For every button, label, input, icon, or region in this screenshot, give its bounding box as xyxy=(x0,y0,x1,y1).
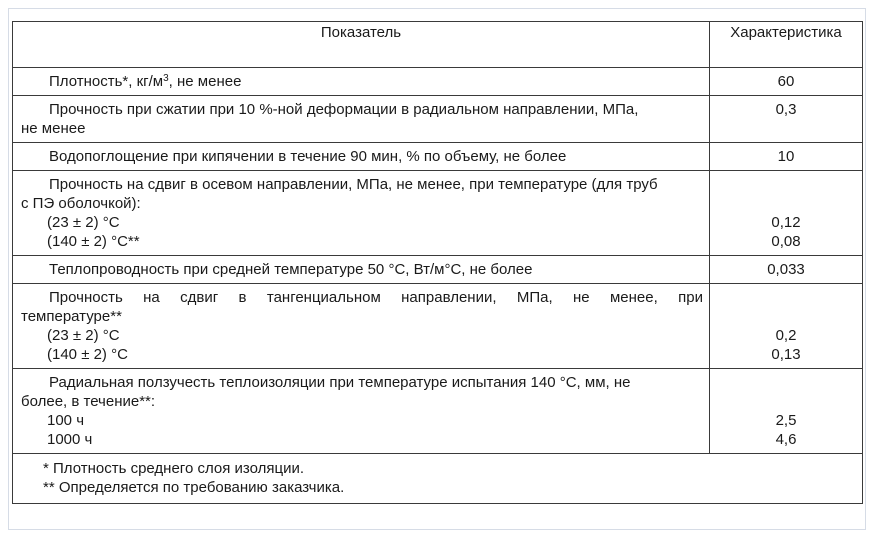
superscript: 3 xyxy=(163,73,169,84)
value-1: 2,5 xyxy=(775,412,797,429)
parameter-text: Прочность при сжатии при 10 %-ной деформации в радиальном направлении, МПа, xyxy=(49,101,639,118)
table-row xyxy=(13,96,863,143)
parameter-text: Плотность*, кг/м xyxy=(49,73,164,90)
parameter-cell xyxy=(13,369,710,454)
value-cell xyxy=(710,256,863,284)
parameter-text: Теплопроводность при средней температуре 50 °С, Вт/м°С, не более xyxy=(49,261,533,278)
value-2: 0,08 xyxy=(771,233,801,250)
parameter-text-continued: не менее xyxy=(21,120,86,137)
header-parameter: Показатель xyxy=(13,22,710,68)
parameter-text: Радиальная ползучесть теплоизоляции при температуре испытания 140 °С, мм, не xyxy=(49,374,631,391)
footnote-2: ** Определяется по требованию заказчика. xyxy=(43,479,345,496)
value-cell xyxy=(710,96,863,143)
value-text: 10 xyxy=(777,148,795,165)
parameter-text: Прочность на сдвиг в тангенциальном направлении, МПа, не менее, при xyxy=(49,289,703,306)
value-2: 4,6 xyxy=(775,431,797,448)
condition-1: 100 ч xyxy=(47,412,85,429)
specification-table xyxy=(12,21,863,504)
value-text: 60 xyxy=(777,73,795,90)
table-row xyxy=(13,171,863,256)
parameter-text-continued: с ПЭ оболочкой): xyxy=(21,195,141,212)
condition-2: 1000 ч xyxy=(47,431,93,448)
parameter-text: Прочность на сдвиг в осевом направлении, МПа, не менее, при температуре (для труб xyxy=(49,176,658,193)
footnotes-cell xyxy=(13,454,863,504)
parameter-cell xyxy=(13,256,710,284)
value-2: 0,13 xyxy=(771,346,801,363)
condition-2: (140 ± 2) °С xyxy=(47,346,128,363)
value-cell xyxy=(710,369,863,454)
value-cell xyxy=(710,143,863,171)
table-row xyxy=(13,369,863,454)
value-cell xyxy=(710,284,863,369)
footnotes-row xyxy=(13,454,863,504)
table-row xyxy=(13,284,863,369)
table-row xyxy=(13,68,863,96)
footnote-1: * Плотность среднего слоя изоляции. xyxy=(43,460,304,477)
value-cell xyxy=(710,171,863,256)
value-1: 0,12 xyxy=(771,214,801,231)
parameter-text-tail: , не менее xyxy=(168,73,242,90)
table-row xyxy=(13,256,863,284)
condition-1: (23 ± 2) °С xyxy=(47,327,120,344)
parameter-text-continued: более, в течение**: xyxy=(21,393,156,410)
value-cell xyxy=(710,68,863,96)
table-row xyxy=(13,143,863,171)
parameter-cell xyxy=(13,143,710,171)
parameter-text-continued: температуре** xyxy=(21,308,122,325)
header-characteristic: Характеристика xyxy=(710,22,863,68)
parameter-cell xyxy=(13,284,710,369)
parameter-text: Водопоглощение при кипячении в течение 90 мин, % по объему, не более xyxy=(49,148,567,165)
parameter-cell xyxy=(13,96,710,143)
value-text: 0,033 xyxy=(767,261,805,278)
parameter-cell xyxy=(13,171,710,256)
parameter-cell xyxy=(13,68,710,96)
value-text: 0,3 xyxy=(775,101,797,118)
value-1: 0,2 xyxy=(775,327,797,344)
table-header-row xyxy=(13,22,863,68)
condition-1: (23 ± 2) °С xyxy=(47,214,120,231)
condition-2: (140 ± 2) °С** xyxy=(47,233,140,250)
